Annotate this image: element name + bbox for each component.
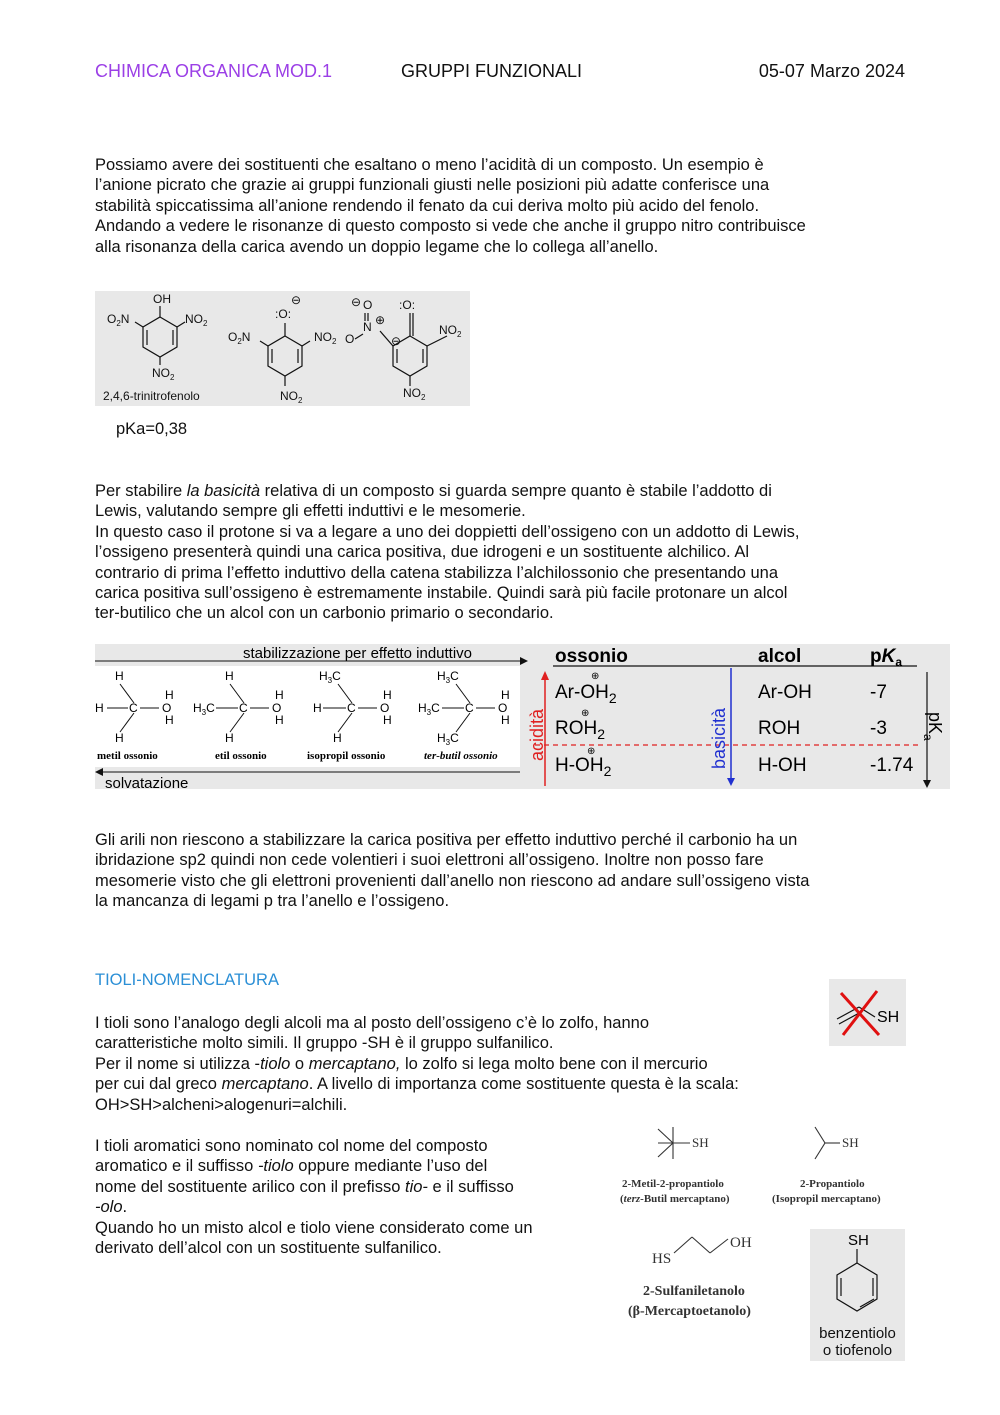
- hydroxyl-label: OH: [153, 292, 171, 306]
- methyl-label: $H_3C$: [437, 731, 459, 747]
- atom-h: H: [95, 701, 104, 715]
- text-line: stabilità spiccatissima all’anione rendendo il fenato da cui deriva molto più acido del fenolo.: [95, 196, 760, 215]
- nitro-label: $NO_2$: [439, 323, 462, 339]
- text-line: derivato dell’alcol con un sostituente sulfanilico.: [95, 1239, 442, 1258]
- atom-h: H: [275, 713, 284, 727]
- oxonium-name: isopropil ossonio: [307, 750, 386, 762]
- column-header-oxonium: ossonio: [555, 646, 628, 667]
- carbonyl-oxygen: :O:: [399, 298, 416, 312]
- inductive-arrow-label: stabilizzazione per effetto induttivo: [243, 645, 473, 662]
- atom-o: O: [272, 701, 282, 715]
- methyl-label: $H_3C$: [319, 669, 341, 685]
- thiol-label: SH: [877, 1009, 900, 1026]
- compound-name: 2-Propantiolo: [800, 1178, 865, 1190]
- phenoxide-oxygen: :O:: [275, 307, 292, 321]
- atom-c: C: [239, 701, 248, 715]
- oxonium-cell: $ROH_2$: [555, 718, 606, 742]
- text-line: Per stabilire la basicità relativa di un composto si guarda sempre quanto è stabile l’addotto di: [95, 482, 772, 500]
- atom-h: H: [165, 688, 174, 702]
- pka-cell: -1.74: [870, 755, 914, 776]
- oxonium-diagram: [95, 644, 950, 789]
- atom-h: H: [313, 701, 322, 715]
- paragraph-basicity: [95, 481, 799, 624]
- vinyl-thiol-figure: [829, 979, 906, 1046]
- text-line: nome del sostituente arilico con il prefisso tio- e il suffisso: [95, 1177, 514, 1196]
- compound-name-alt: o tiofenolo: [822, 1342, 893, 1359]
- oxonium-figure: [95, 644, 950, 789]
- positive-charge: ⊕: [591, 671, 600, 682]
- text-line: aromatico e il suffisso -tiolo oppure mediante l’uso del: [95, 1157, 488, 1176]
- nitro-label: $NO_2$: [152, 366, 175, 382]
- methyl-label: $H_3C$: [193, 701, 215, 717]
- nitro-label: $NO_2$: [185, 312, 208, 328]
- atom-h: H: [275, 688, 284, 702]
- compound-name-alt: (Isopropil mercaptano): [772, 1193, 881, 1205]
- thiol-label: SH: [842, 1135, 859, 1150]
- text-line: mesomerie visto che gli elettroni provenienti dall’anello non riescono ad andare sull’ossigeno vista: [95, 871, 810, 890]
- basicity-label: basicità: [709, 707, 729, 769]
- atom-h: H: [501, 713, 510, 727]
- pka-cell: -7: [870, 682, 887, 703]
- negative-charge: ⊖: [351, 295, 362, 309]
- acidity-label: acidità: [527, 708, 547, 761]
- text-line: alla risonanza della carica avendo un doppio legame che lo collega all’anello.: [95, 237, 659, 256]
- text-line: caratteristiche molto simili. Il gruppo -SH è il gruppo sulfanilico.: [95, 1034, 554, 1053]
- thiol-label: SH: [848, 1232, 869, 1249]
- compound-name: benzentiolo: [819, 1325, 896, 1342]
- compound-name: 2-Metil-2-propantiolo: [622, 1178, 724, 1190]
- text-line: ter-butilico che un alcol con un carbonio primario o secondario.: [95, 604, 554, 623]
- text-line: In questo caso il protone si va a legare a uno dei doppietti dell’ossigeno con un addotto di Lewis,: [95, 522, 800, 541]
- nitro-label: $O_2N$: [228, 330, 251, 346]
- atom-c: C: [347, 701, 356, 715]
- oxonium-name: ter-butil ossonio: [424, 750, 498, 762]
- text-line: contrario di prima l’effetto induttivo della catena stabilizza l’alchilossonio che presentando una: [95, 563, 779, 582]
- methyl-label: $H_3C$: [418, 701, 440, 717]
- text-line: ibridazione sp2 quindi non cede volentieri i suoi elettroni all’ossigeno. Inoltre non posso fare: [95, 851, 764, 870]
- section-title: TIOLI-NOMENCLATURA: [95, 971, 279, 989]
- picric-acid-structures: [95, 291, 470, 406]
- paragraph-aryl: [95, 830, 810, 912]
- text-line: l’ossigeno presenterà quindi una carica positiva, due idrogeni e un sostituente alchilico. Al: [95, 543, 749, 562]
- text-line: Possiamo avere dei sostituenti che esaltano o meno l’acidità di un composto. Un esempio è: [95, 156, 764, 174]
- atom-o: O: [380, 701, 390, 715]
- positive-charge: ⊕: [587, 746, 596, 757]
- thiol-label: HS: [652, 1251, 672, 1267]
- pka-side-label: $pK_a$: [921, 712, 945, 741]
- oxonium-name: metil ossonio: [97, 750, 158, 762]
- pka-value: pKa=0,38: [116, 420, 188, 438]
- picric-acid-figure: [95, 291, 470, 406]
- oxonium-cell: $H-OH_2$: [555, 755, 612, 779]
- nitro-label: $NO_2$: [314, 330, 337, 346]
- negative-charge: ⊖: [291, 293, 302, 307]
- atom-o: O: [498, 701, 508, 715]
- header-date: 05-07 Marzo 2024: [758, 61, 905, 81]
- text-line: carica positiva sull’ossigeno è estremamente instabile. Quindi sarà più facile protonare un alcol: [95, 584, 788, 603]
- atom-o: O: [162, 701, 172, 715]
- solvation-arrow-label: solvatazione: [105, 775, 189, 789]
- crossed-vinyl-thiol: [829, 979, 906, 1046]
- atom-h: H: [225, 669, 234, 683]
- text-line: I tioli aromatici sono nominato col nome del composto: [95, 1137, 488, 1155]
- column-header-pka: $pK_a$: [870, 646, 903, 669]
- benzenethiol-figure: [810, 1229, 905, 1361]
- text-line: Gli arili non riescono a stabilizzare la carica positiva per effetto induttivo perché il carbonio ha un: [95, 831, 798, 849]
- alcohol-cell: H-OH: [758, 755, 807, 776]
- pka-cell: -3: [870, 718, 887, 739]
- atom-h: H: [115, 731, 124, 745]
- header-topic: GRUPPI FUNZIONALI: [401, 61, 583, 81]
- methyl-label: $H_3C$: [437, 669, 459, 685]
- nitro-label: $NO_2$: [403, 386, 426, 402]
- column-header-alcohol: alcol: [758, 646, 802, 667]
- oxonium-cell: $Ar-OH_2$: [555, 682, 617, 706]
- compound-name-alt: (terz-Butil mercaptano): [620, 1193, 730, 1205]
- text-line: Quando ho un misto alcol e tiolo viene considerato come un: [95, 1218, 533, 1237]
- atom-h: H: [383, 713, 392, 727]
- text-line: -olo.: [95, 1198, 128, 1217]
- header-course: CHIMICA ORGANICA MOD.1: [95, 61, 333, 81]
- compound-name: 2-Sulfaniletanolo: [643, 1284, 745, 1299]
- nitro-label: $O_2N$: [107, 312, 130, 328]
- paragraph-thiols: [95, 1013, 739, 1115]
- alcohol-cell: Ar-OH: [758, 682, 812, 703]
- positive-charge: ⊕: [581, 708, 590, 719]
- negative-charge: ⊖: [391, 334, 402, 348]
- text-line: per cui dal greco mercaptano. A livello di importanza come sostituente questa è la scala:: [95, 1075, 739, 1094]
- compound-name: 2,4,6-trinitrofenolo: [103, 389, 200, 403]
- nitro-oxygen: O: [345, 332, 355, 346]
- text-line: Andando a vedere le risonanze di questo composto si vede che anche il gruppo nitro contribuisce: [95, 217, 806, 236]
- thiol-label: SH: [692, 1135, 709, 1150]
- atom-h: H: [333, 731, 342, 745]
- text-line: I tioli sono l’analogo degli alcoli ma al posto dell’ossigeno c’è lo zolfo, hanno: [95, 1014, 650, 1032]
- compound-name-alt: (β-Mercaptoetanolo): [628, 1304, 751, 1319]
- atom-h: H: [115, 669, 124, 683]
- nitro-nitrogen: N: [363, 320, 372, 334]
- atom-h: H: [225, 731, 234, 745]
- paragraph-aromatic-thiols: [95, 1136, 533, 1258]
- atom-h: H: [383, 688, 392, 702]
- positive-charge: ⊕: [375, 313, 386, 327]
- text-line: OH>SH>alcheni>alogenuri=alchili.: [95, 1095, 348, 1114]
- alcohol-cell: ROH: [758, 718, 801, 739]
- nitro-oxygen: O: [363, 298, 373, 312]
- text-line: la mancanza di legami p tra l’anello e l’ossigeno.: [95, 892, 450, 911]
- hydroxyl-label: OH: [730, 1235, 752, 1251]
- benzenethiol-structure: [810, 1229, 905, 1319]
- text-line: Per il nome si utilizza -tiolo o mercaptano, lo zolfo si lega molto bene con il mercurio: [95, 1054, 708, 1073]
- atom-c: C: [129, 701, 138, 715]
- nitro-label: $NO_2$: [280, 389, 303, 405]
- text-line: l’anione picrato che grazie ai gruppi funzionali giusti nelle posizioni più adatte conferisce una: [95, 176, 770, 195]
- atom-c: C: [465, 701, 474, 715]
- atom-h: H: [501, 688, 510, 702]
- paragraph-picrate: [95, 155, 806, 257]
- text-line: Lewis, valutando sempre gli effetti induttivi e le mesomerie.: [95, 502, 526, 521]
- oxonium-name: etil ossonio: [215, 750, 267, 762]
- atom-h: H: [165, 713, 174, 727]
